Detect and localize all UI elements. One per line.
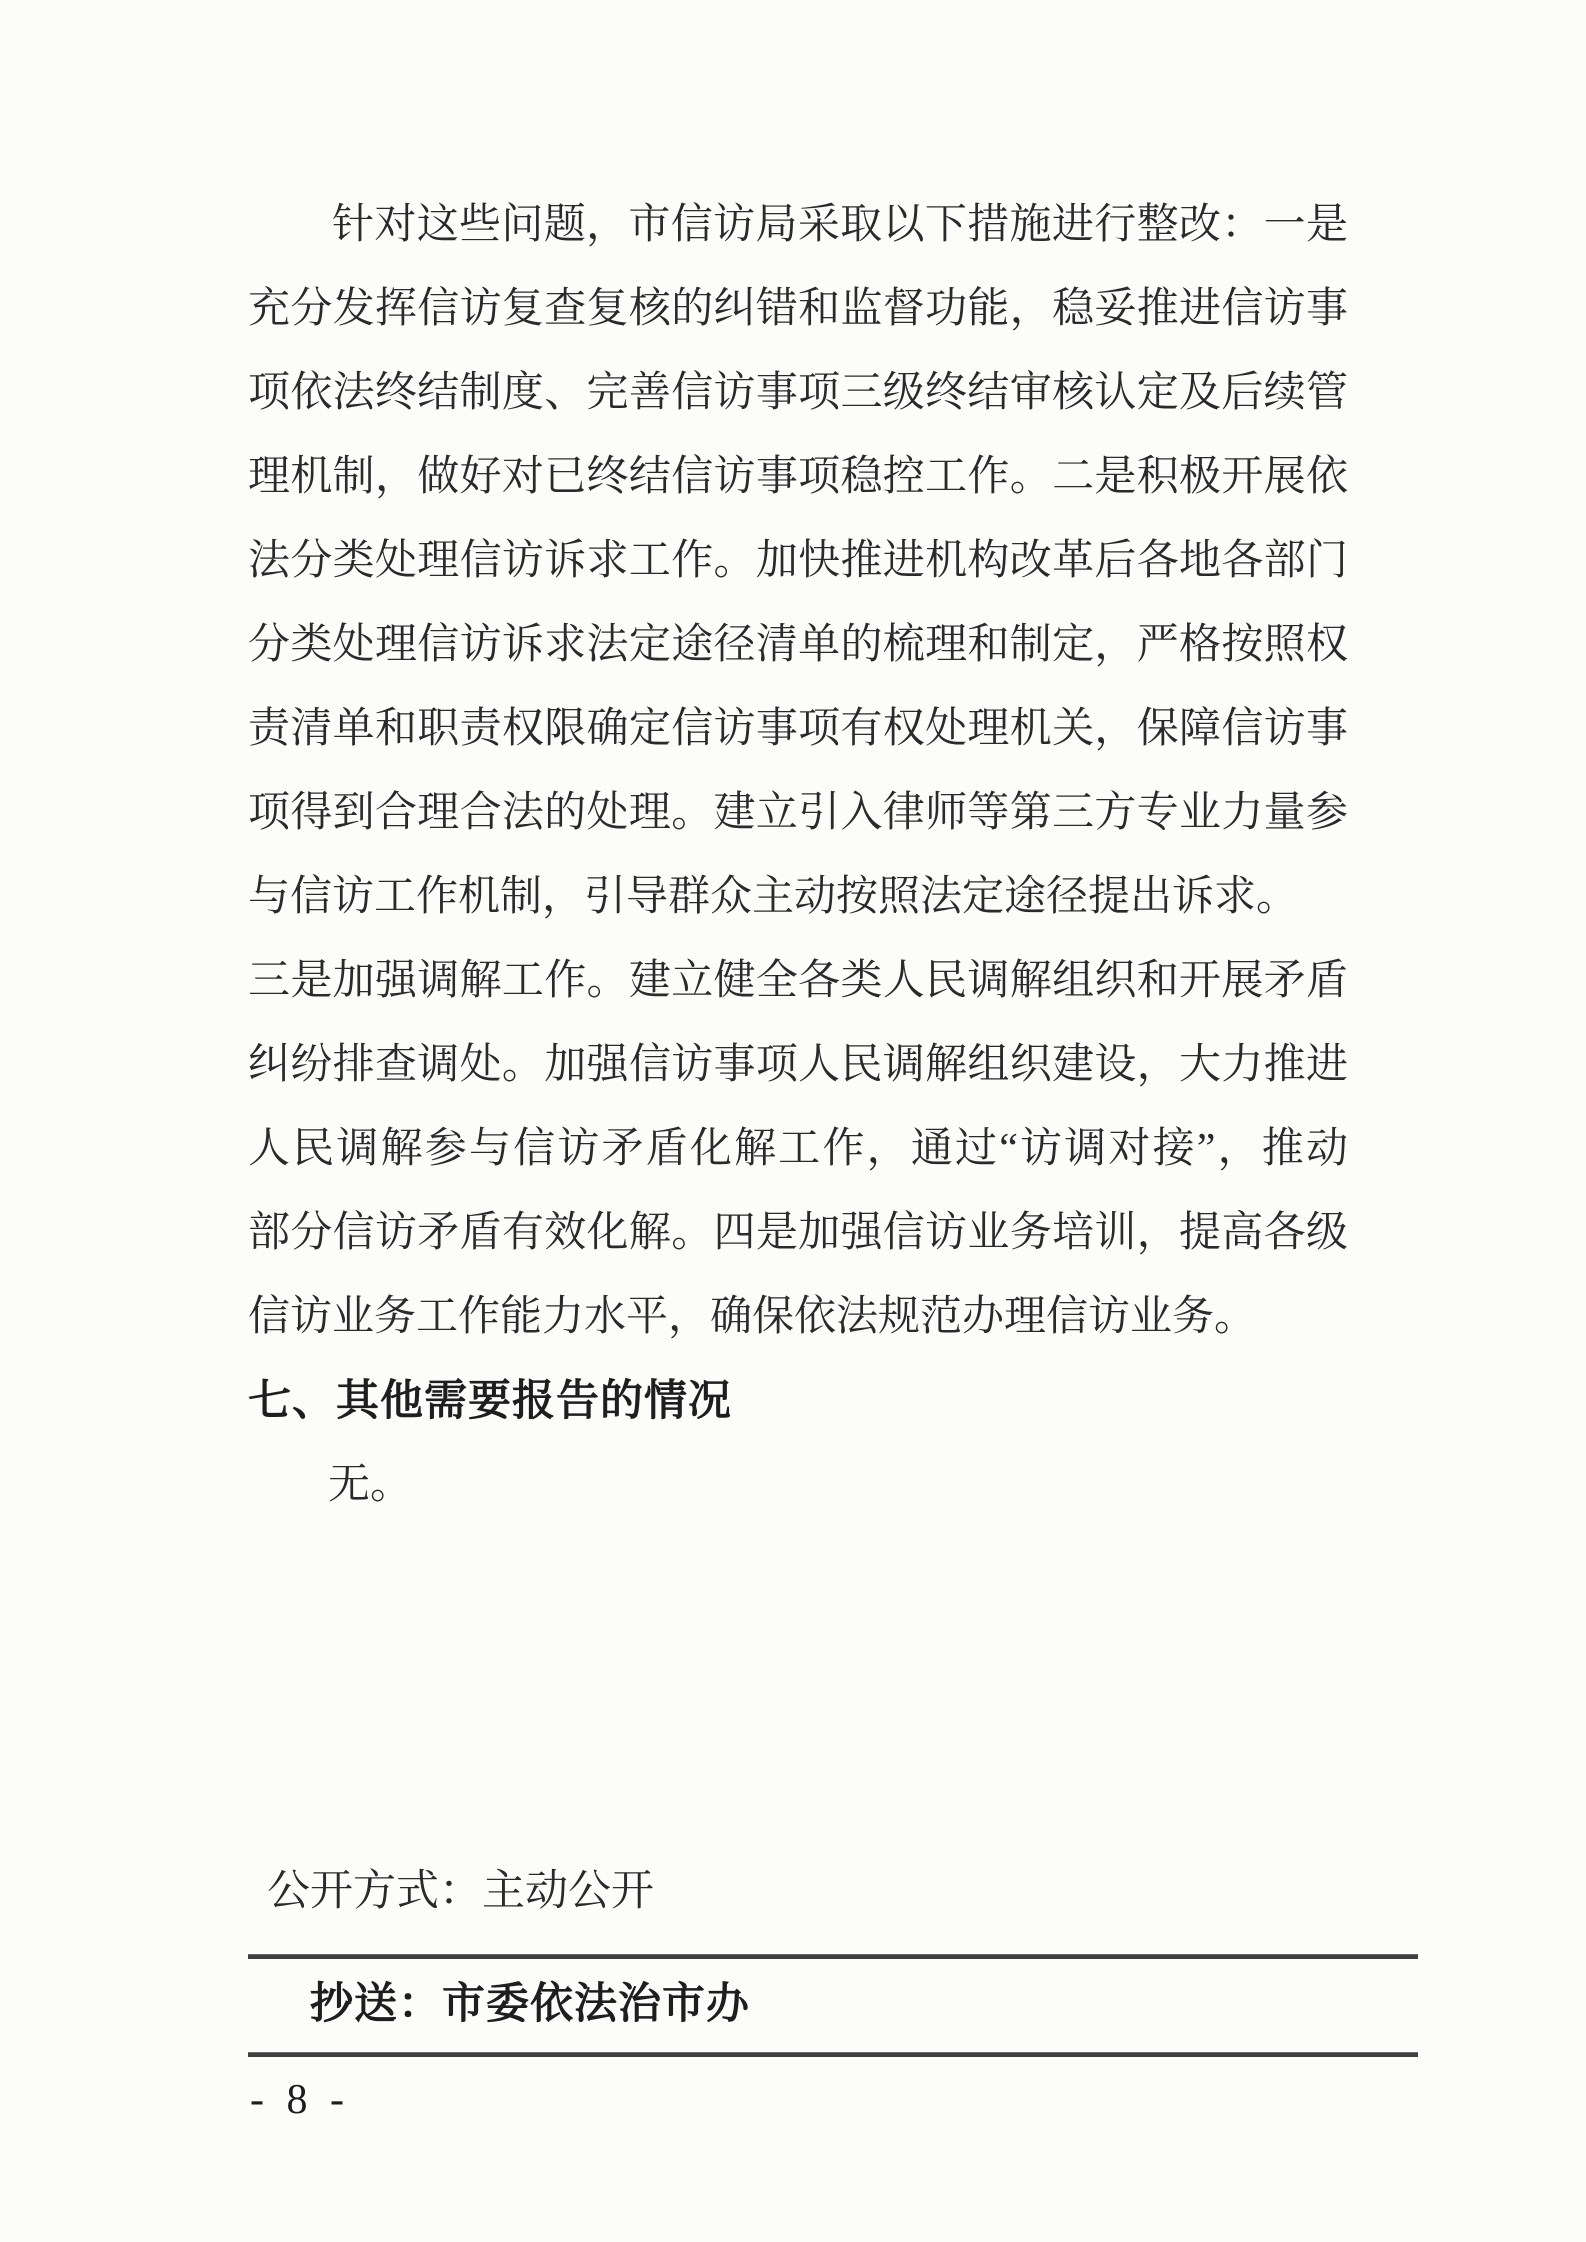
paragraph-line: 分类处理信访诉求法定途径清单的梳理和制定，严格按照权 bbox=[248, 622, 1348, 668]
publicity-value: 主动公开 bbox=[482, 1868, 654, 1915]
paragraph-line: 与信访工作机制，引导群众主动按照法定途径提出诉求。 bbox=[248, 874, 1299, 920]
paragraph-line: 信访业务工作能力水平，确保依法规范办理信访业务。 bbox=[248, 1294, 1257, 1340]
footer-divider-bottom bbox=[248, 2052, 1418, 2057]
document-body bbox=[248, 183, 1348, 1527]
paragraph-line: 理机制，做好对已终结信访事项稳控工作。二是积极开展依 bbox=[248, 454, 1348, 500]
page-number: - 8 - bbox=[250, 2077, 350, 2123]
none-statement: 无。 bbox=[328, 1462, 413, 1508]
paragraph-line: 责清单和职责权限确定信访事项有权处理机关，保障信访事 bbox=[248, 706, 1348, 752]
cc-label: 抄送： bbox=[310, 1979, 442, 2029]
section-heading: 七、其他需要报告的情况 bbox=[248, 1376, 732, 1426]
cc-value: 市委依法治市办 bbox=[442, 1979, 750, 2029]
publicity-line bbox=[267, 1862, 654, 1922]
paragraph-line: 项依法终结制度、完善信访事项三级终结审核认定及后续管 bbox=[248, 370, 1348, 416]
footer-divider-top bbox=[248, 1954, 1418, 1959]
cc-line bbox=[310, 1972, 750, 2036]
paragraph-line: 人民调解参与信访矛盾化解工作，通过“访调对接”，推动 bbox=[248, 1126, 1348, 1172]
paragraph-line: 三是加强调解工作。建立健全各类人民调解组织和开展矛盾 bbox=[248, 958, 1348, 1004]
paragraph-line: 部分信访矛盾有效化解。四是加强信访业务培训，提高各级 bbox=[248, 1210, 1348, 1256]
paragraph-line: 充分发挥信访复查复核的纠错和监督功能，稳妥推进信访事 bbox=[248, 286, 1348, 332]
paragraph-line: 项得到合理合法的处理。建立引入律师等第三方专业力量参 bbox=[248, 790, 1348, 836]
publicity-label: 公开方式： bbox=[267, 1868, 482, 1915]
paragraph-line: 法分类处理信访诉求工作。加快推进机构改革后各地各部门 bbox=[248, 538, 1348, 584]
paragraph-line: 针对这些问题，市信访局采取以下措施进行整改：一是 bbox=[332, 202, 1348, 248]
paragraph-line: 纠纷排查调处。加强信访事项人民调解组织建设，大力推进 bbox=[248, 1042, 1348, 1088]
